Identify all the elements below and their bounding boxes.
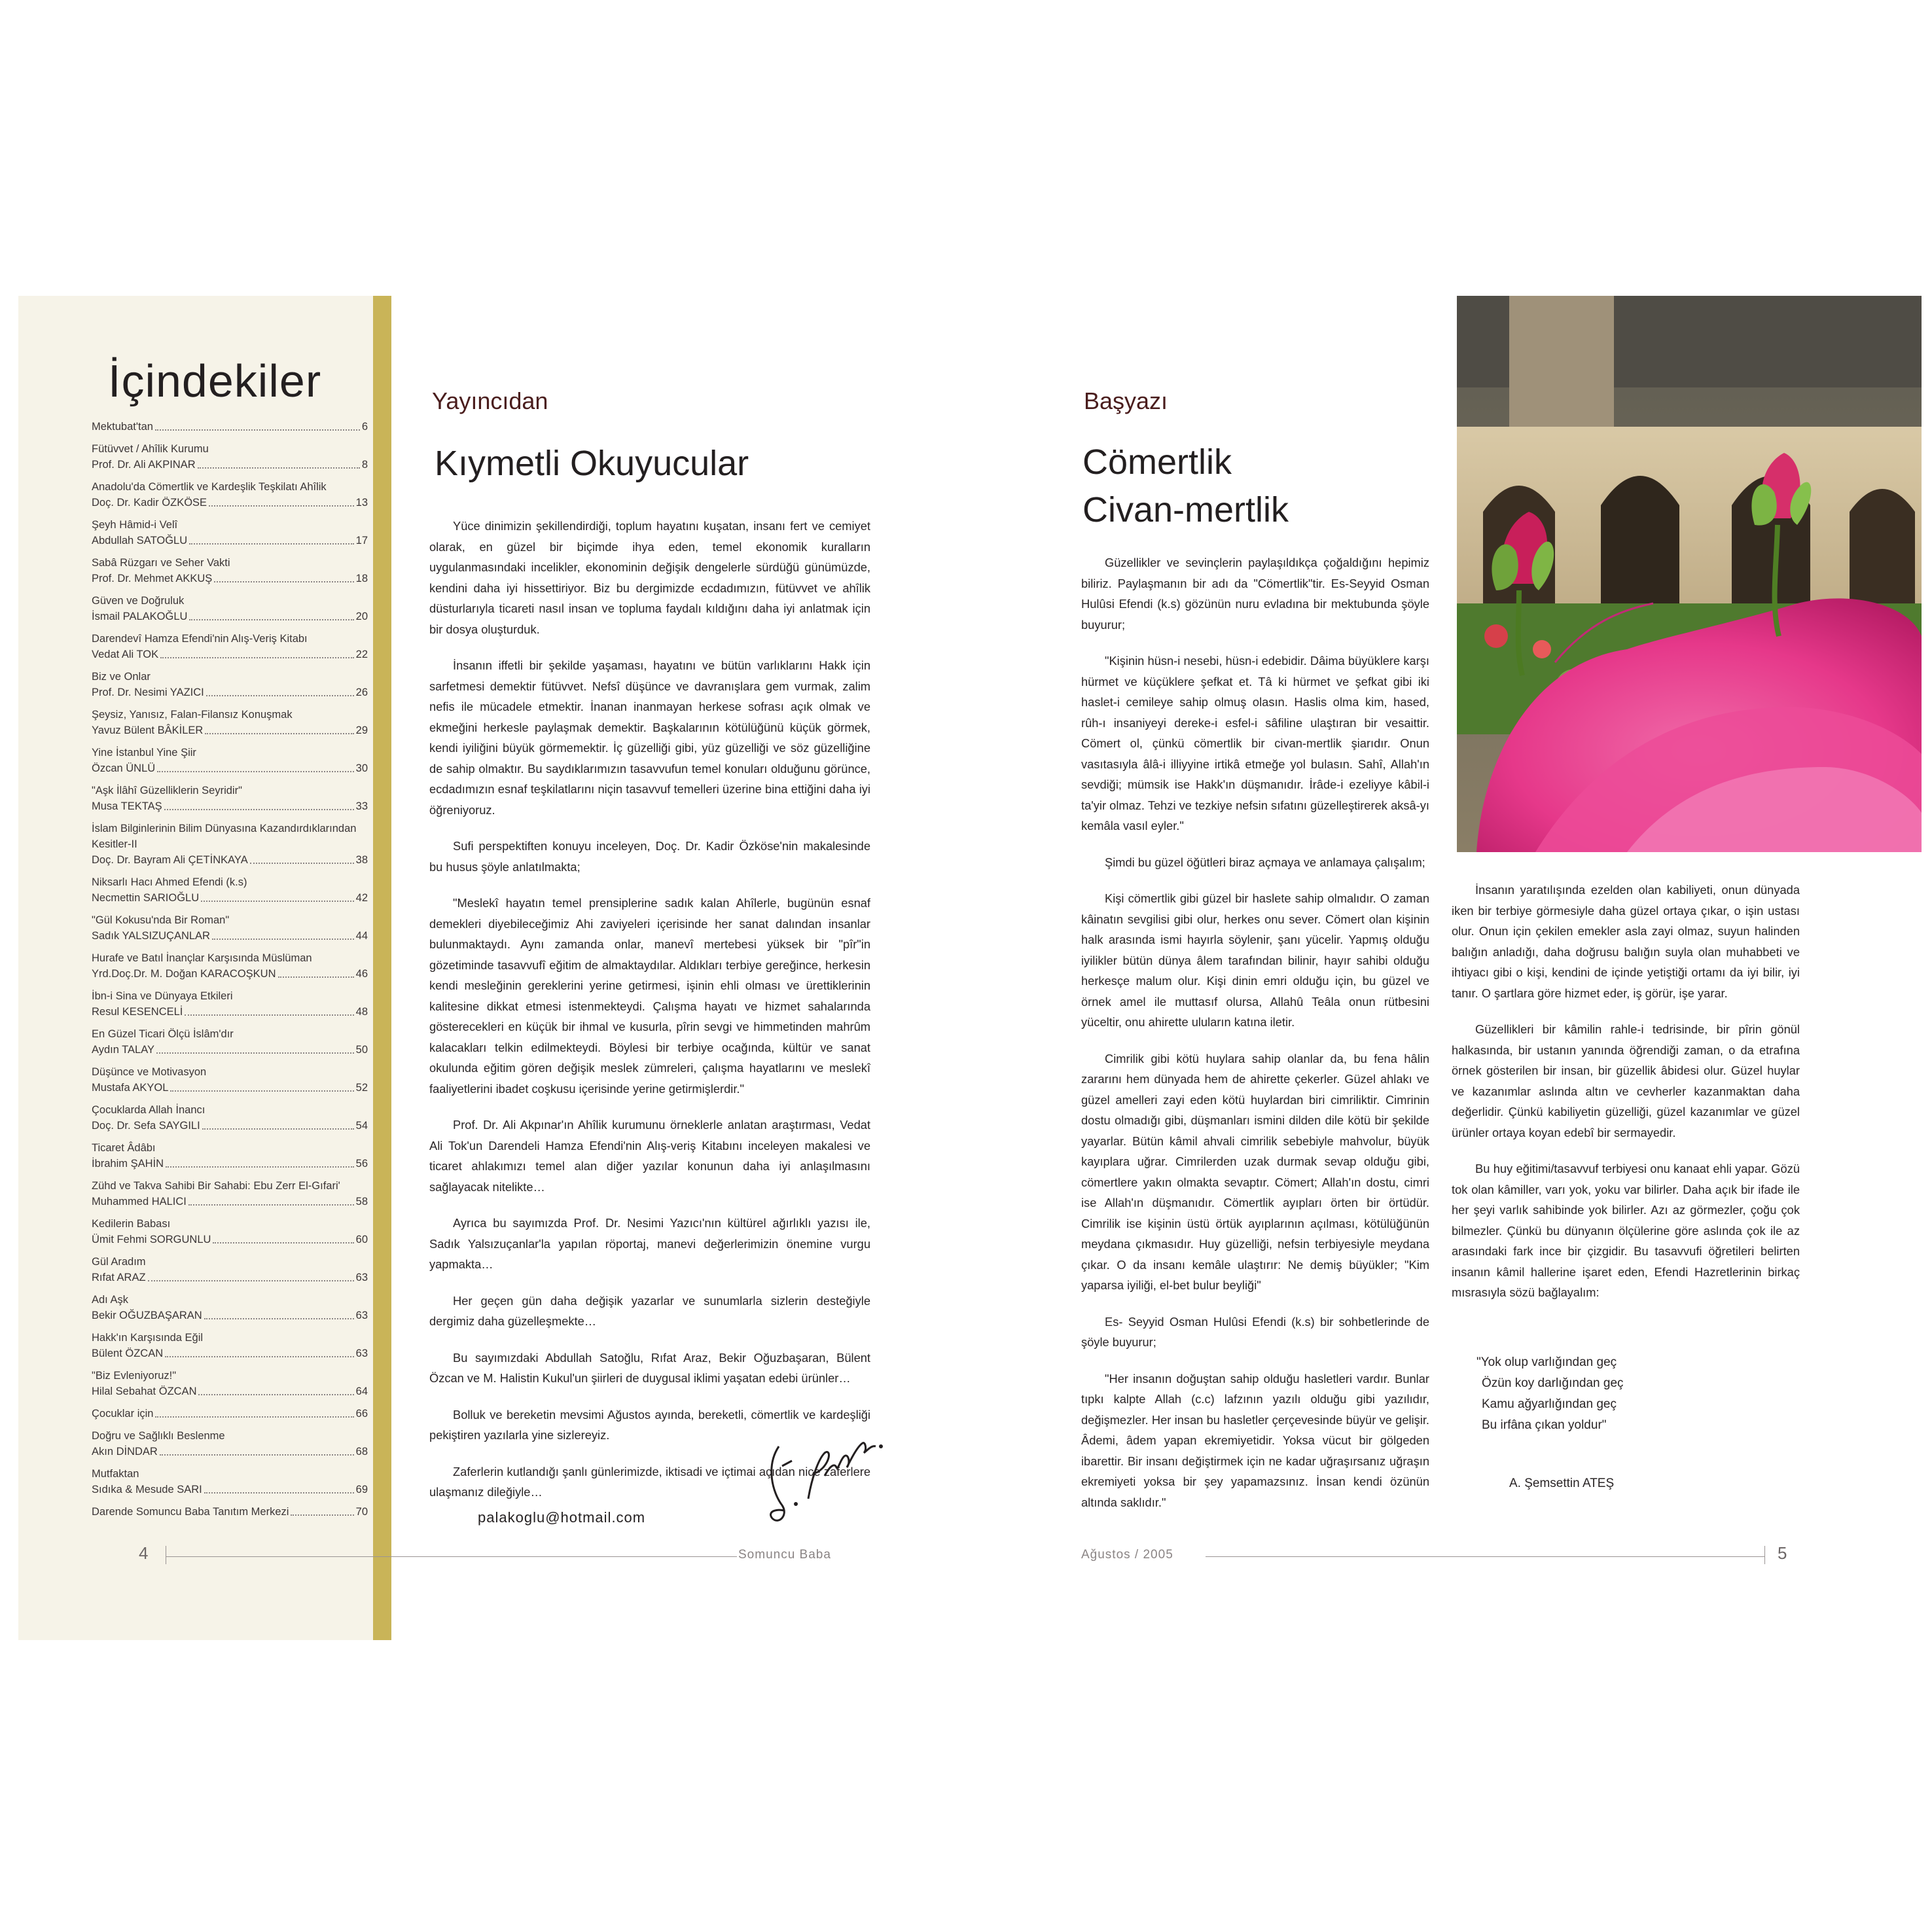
toc-entry[interactable] xyxy=(92,1254,368,1285)
toc-leader-dots xyxy=(155,419,360,431)
toc-entry-author: Doç. Dr. Sefa SAYGILI xyxy=(92,1120,200,1132)
rose-photo xyxy=(1457,296,1922,852)
toc-entry-author: Rıfat ARAZ xyxy=(92,1272,146,1283)
toc-page-number: 68 xyxy=(355,1446,368,1458)
toc-entry-title: Anadolu'da Cömertlik ve Kardeşlik Teşkilatı Ahîlik xyxy=(92,481,327,493)
toc-entry-title: "Gül Kokusu'nda Bir Roman" xyxy=(92,914,230,926)
paragraph: Sufi perspektiften konuyu inceleyen, Doç. Dr. Kadir Özköse'nin makalesinde bu husus şöyle anlatılmakta; xyxy=(429,839,870,874)
toc-title: İçindekiler xyxy=(108,355,322,406)
toc-entry[interactable] xyxy=(92,479,368,510)
toc-entry[interactable] xyxy=(92,783,368,814)
poem-line: Özün koy darlığından geç xyxy=(1482,1376,1624,1390)
right-footer-tick xyxy=(1764,1546,1765,1564)
left-page-number: 4 xyxy=(139,1543,149,1563)
toc-leader-dots xyxy=(212,928,354,940)
toc-page-number: 42 xyxy=(355,892,368,904)
toc-leader-dots xyxy=(213,1232,353,1243)
toc-entry[interactable] xyxy=(92,1216,368,1247)
toc-leader-dots xyxy=(189,609,353,620)
toc-entry-author: Sadık YALSIZUÇANLAR xyxy=(92,930,210,942)
toc-entry[interactable] xyxy=(92,441,368,473)
toc-entry[interactable] xyxy=(92,1064,368,1096)
toc-list xyxy=(92,419,368,1526)
paragraph: Zaferlerin kutlandığı şanlı günlerimizde, iktisadi ve içtimai açıdan nice zaferlere ulaşmanız dileğiyle… xyxy=(429,1464,870,1499)
toc-entry[interactable] xyxy=(92,745,368,776)
toc-leader-dots xyxy=(204,1308,354,1319)
toc-leader-dots xyxy=(188,1194,354,1206)
paragraph: Kişi cömertlik gibi güzel bir haslete sahip olmalıdır. O zaman kâinatın sevgilisi gibi olur, herkes onu sever. Cömert olan kişinin halk arasında ismi hayırla söylenir, şanı yücelir. Yapmış olduğu iyilikler bütün dünya âlem tarafından bilinir, hayır sahibi olduğu herkesçe malum olur. Kişi dinin emri olduğu için, bu güzel ve örnek amel ile muttasıf olursa, Allahû Teâla onun rütbesini yüceltir, onu ahirette uluların katına iletir. xyxy=(1081,891,1429,1029)
toc-page-number: 60 xyxy=(355,1234,368,1245)
poem xyxy=(1476,1352,1624,1436)
toc-entry-author: Yrd.Doç.Dr. M. Doğan KARACOŞKUN xyxy=(92,968,276,980)
toc-page-number: 63 xyxy=(355,1348,368,1359)
toc-entry[interactable] xyxy=(92,517,368,548)
toc-entry[interactable] xyxy=(92,1102,368,1134)
publisher-headline: Kıymetli Okuyucular xyxy=(435,444,749,483)
toc-entry-title: Kesitler-II xyxy=(92,838,137,850)
toc-entry-title: Zühd ve Takva Sahibi Bir Sahabi: Ebu Zerr El-Gıfari' xyxy=(92,1180,340,1192)
toc-leader-dots xyxy=(148,1270,354,1281)
toc-entry-title: Gül Aradım xyxy=(92,1256,146,1268)
toc-entry-author: Vedat Ali TOK xyxy=(92,649,159,660)
toc-leader-dots xyxy=(185,1004,353,1016)
toc-entry-title: Darendevî Hamza Efendi'nin Alış-Veriş Kitabı xyxy=(92,633,308,645)
toc-leader-dots xyxy=(170,1080,353,1092)
left-footer-magazine-name: Somuncu Baba xyxy=(738,1548,831,1562)
paragraph: Yüce dinimizin şekillendirdiği, toplum hayatını kuşatan, insanı fert ve cemiyet olarak, en güzel bir biçimde ihya eden, temel ekonomik kuralların uygulanmasındaki incelikler, ekonominin değişik dengelerle sürdüğü günümüzde, kendini daha iyi hissettiriyor. Biz bu dergimizde ecdadımızın, fütüvvet ve ahîlik düsturlarıyla ticareti nasıl insan ve topluma faydalı kıldığını daha iyi anlatmak için bir dosya oluşturduk. xyxy=(429,519,870,636)
paragraph: Güzellikler ve sevinçlerin paylaşıldıkça çoğaldığını hepimiz biliriz. Paylaşmanın bir adı da "Cömertlik"tir. Es-Seyyid Osman Hulûsi Efendi (k.s) gözünün nuru evladına bir mektubunda şöyle buyurur; xyxy=(1081,556,1429,632)
toc-entry[interactable] xyxy=(92,1504,368,1520)
toc-entry[interactable] xyxy=(92,1428,368,1459)
toc-leader-dots xyxy=(165,1346,354,1357)
toc-entry-author: Doç. Dr. Bayram Ali ÇETİNKAYA xyxy=(92,854,248,866)
toc-entry-author: Sıdıka & Mesude SARI xyxy=(92,1484,202,1495)
toc-leader-dots xyxy=(201,890,354,902)
toc-entry[interactable] xyxy=(92,593,368,624)
toc-entry[interactable] xyxy=(92,912,368,944)
paragraph: Bolluk ve bereketin mevsimi Ağustos ayında, bereketli, cömertlik ve kardeşliği pekiştiren yazılarla yine sizlereyiz. xyxy=(429,1407,870,1442)
publisher-section-label: Yayıncıdan xyxy=(432,387,548,414)
paragraph: "Her insanın doğuştan sahip olduğu hasletleri vardır. Bunlar tıpkı kalpte Allah (c.c) lafzının yazılı olduğu gibi yazılıdır, değişmezler. Her insan bu hasletler çerçevesinde büyür ve gelişir. Âdemi, âdem yapan ekremiyetidir. Yoksa vücut bir gölgeden ibarettir. Bir insanı değiştirmek için ne kadar uğraşırsanız uğraşın ekremiyeti yoksa bir şey yapamazsınız. İnsan kendi özünün altında saklıdır." xyxy=(1081,1371,1429,1509)
toc-entry-author: Aydın TALAY xyxy=(92,1044,155,1056)
toc-entry-author: Yavuz Bülent BÂKİLER xyxy=(92,724,204,736)
toc-leader-dots xyxy=(214,571,353,582)
toc-page-number: 20 xyxy=(355,611,368,622)
toc-entry-title: Şeysiz, Yanısız, Falan-Filansız Konuşmak xyxy=(92,709,293,721)
toc-entry-title: Fütüvvet / Ahîlik Kurumu xyxy=(92,443,209,455)
toc-page-number: 38 xyxy=(355,854,368,866)
right-page-number: 5 xyxy=(1778,1543,1787,1563)
toc-leader-dots xyxy=(278,966,354,978)
toc-page-number: 29 xyxy=(355,724,368,736)
toc-entry-title: En Güzel Ticari Ölçü İslâm'dır xyxy=(92,1028,234,1040)
toc-entry-title: Yine İstanbul Yine Şiir xyxy=(92,747,196,759)
paragraph: İnsanın yaratılışında ezelden olan kabiliyeti, onun dünyada iken bir terbiye görmesiyle daha güzel ortaya çıkar, o işin ustası olur. Onun için çekilen emekler asla zayi olmaz, suyun halinden balığın anladığı, daha doğrusu balığın suyla olan muhabbeti ve ihtiyacı gibi o kişi, kendini de içinde yetiştiği ortamı da iyi bilir, iyi tanır. O şartlara göre hizmet eder, iş görür, işe yarar. xyxy=(1452,883,1800,1000)
toc-entry[interactable] xyxy=(92,631,368,662)
toc-entry-author: Necmettin SARIOĞLU xyxy=(92,892,200,904)
paragraph: Şimdi bu güzel öğütleri biraz açmaya ve anlamaya çalışalım; xyxy=(1105,855,1425,869)
signature-image xyxy=(753,1427,890,1531)
toc-entry-title: Biz ve Onlar xyxy=(92,671,151,683)
toc-page-number: 17 xyxy=(355,535,368,546)
toc-entry[interactable] xyxy=(92,874,368,906)
toc-leader-dots xyxy=(166,1156,354,1168)
editorial-column-2 xyxy=(1452,880,1800,1319)
toc-entry-author: Musa TEKTAŞ xyxy=(92,800,162,812)
toc-entry[interactable] xyxy=(92,950,368,982)
toc-page-number: 56 xyxy=(355,1158,368,1170)
toc-entry-author: Prof. Dr. Mehmet AKKUŞ xyxy=(92,573,213,584)
toc-entry-title: Ticaret Âdâbı xyxy=(92,1142,156,1154)
toc-leader-dots xyxy=(155,1406,353,1418)
toc-entry-title: Güven ve Doğruluk xyxy=(92,595,185,607)
toc-entry-author: İbrahim ŞAHİN xyxy=(92,1158,164,1170)
toc-entry[interactable] xyxy=(92,988,368,1020)
toc-entry-author: Hilal Sebahat ÖZCAN xyxy=(92,1386,197,1397)
toc-page-number: 63 xyxy=(355,1310,368,1321)
editorial-headline-line1: Cömertlik xyxy=(1082,442,1232,482)
toc-page-number: 64 xyxy=(355,1386,368,1397)
toc-entry-author: Prof. Dr. Ali AKPINAR xyxy=(92,459,196,471)
toc-entry-author: Bekir OĞUZBAŞARAN xyxy=(92,1310,202,1321)
poem-line: Kamu ağyarlığından geç xyxy=(1482,1397,1617,1411)
toc-entry-author: Resul KESENCELİ xyxy=(92,1006,183,1018)
toc-page-number: 22 xyxy=(355,649,368,660)
toc-page-number: 58 xyxy=(355,1196,368,1208)
paragraph: Es- Seyyid Osman Hulûsi Efendi (k.s) bir sohbetlerinde de şöyle buyurur; xyxy=(1081,1314,1429,1349)
poem-line: "Yok olup varlığından geç xyxy=(1476,1355,1617,1369)
toc-entry-title: "Biz Evleniyoruz!" xyxy=(92,1370,177,1382)
poem-line: Bu irfâna çıkan yoldur" xyxy=(1482,1418,1607,1432)
right-footer-rule xyxy=(1206,1556,1764,1557)
toc-leader-dots xyxy=(160,647,354,658)
paragraph: Güzellikleri bir kâmilin rahle-i tedrisinde, bir pîrin gönül halkasında, bir ustanın yanında öğrendiği zaman, o da etrafına örnek gösterilen bir insan, bir güzellik âbidesi olur. Güzel huylar ve kazanımlar aslında altın ve cevherler kazanmaktan daha değerlidir. Çünkü kabiliyetin güzelliği, güzel kazanımlar ve güzel ürünler ortaya koyan edebî bir sermayedir. xyxy=(1452,1022,1800,1139)
toc-leader-dots xyxy=(198,457,360,469)
toc-entry-title: Çocuklarda Allah İnancı xyxy=(92,1104,206,1116)
toc-entry[interactable] xyxy=(92,1026,368,1058)
toc-entry[interactable] xyxy=(92,1292,368,1323)
paragraph: İnsanın iffetli bir şekilde yaşaması, hayatını ve bütün varlıklarını Hakk için sarfetmesi demektir fütüvvet. Nefsî düşünce ve davranışlara gem vurmak, zalim nefis ile mücadele etmektir. İnanan inanmayan herkese sofrası açık olmak ve ekmeğini herkesle paylaşmak demektir. Başkalarının kötülüğünü küçük görmek, kendi iyiliğini büyük görmemektir. İç güzelliği gibi, yüz güzelliği ve söz güzelliğine de sahip olmaktır. Bu saydıklarımızın tasavvufun temel konuları olduğunu görünce, ecdadımızın esnaf teşkilatlarını niçin tasavvuf temelleri üzerine bina ettiğini daha iyi öğreniyoruz. xyxy=(429,658,870,817)
toc-entry-author: Ümit Fehmi SORGUNLU xyxy=(92,1234,211,1245)
rose-photo-image xyxy=(1457,296,1922,852)
editorial-author: A. Şemsettin ATEŞ xyxy=(1509,1476,1615,1490)
publisher-email[interactable]: palakoglu@hotmail.com xyxy=(478,1509,646,1526)
paragraph: Her geçen gün daha değişik yazarlar ve sunumlarla sizlerin desteğiyle dergimiz daha güzelleşmekte… xyxy=(429,1293,870,1328)
toc-page-number: 66 xyxy=(355,1408,368,1420)
toc-leader-dots xyxy=(156,1042,354,1054)
toc-page-number: 26 xyxy=(355,687,368,698)
toc-entry-author: Darende Somuncu Baba Tanıtım Merkezi xyxy=(92,1506,289,1518)
paragraph: Bu huy eğitimi/tasavvuf terbiyesi onu kanaat ehli yapar. Gözü tok olan kâmiller, varı yok, yoku var bilirler. Daha açık bir ifade ile her şeyi varlık sahibinde yok bilirler. Azı az görmezler, çoğu çok bilmezler. Çünkü bu dünyanın ölçülerine göre aslında çok ile az arasındaki fark ince bir çizgidir. Bu tasavvufi öğretileri belirten insanın kâmil hallerine işaret eden, Efendi Hazretlerinin birkaç mısrasıyla sözü bağlayalım: xyxy=(1452,1162,1800,1299)
toc-entry-author: Prof. Dr. Nesimi YAZICI xyxy=(92,687,204,698)
toc-page-number: 18 xyxy=(355,573,368,584)
left-footer-rule xyxy=(166,1556,737,1557)
toc-entry-author: Abdullah SATOĞLU xyxy=(92,535,188,546)
toc-entry[interactable] xyxy=(92,555,368,586)
paragraph: "Meslekî hayatın temel prensiplerine sadık kalan Ahîlerle, bugünün esnaf demekleri diyebileceğimiz Ahi zaviyeleri içerisinde her sanat dalından insanlar bulunmaktaydı. Aynı zamanda onlar, manevî mertebesi yüksek bir "pîr"in gözetiminde tasavvufî eğitim de almaktaydılar. Aldıkları terbiye gereğince, herkesin kendi mesleğinin gereklerini yerine getirmesi, işinin ehli olması ve ürettiklerinin kalitesine dikkat etmesi istenmekteydi. Çalışma hayatı ve hizmet sahalarında gösterecekleri en küçük bir ihmal ve kusurla, pîrin sevgi ve himmetinden mahrûm kalacakları telkin edilmekteydi. Böylesi bir terbiye ocağında, kültür ve sanat okulunda eğitim gören değişik meslek zümreleri, çalışma hayatlarını ve meslekî faaliyetlerini ibadet coşkusu içerisinde yerine getirmişlerdir." xyxy=(429,896,870,1096)
toc-entry[interactable] xyxy=(92,1330,368,1361)
toc-entry-title: İbn-i Sina ve Dünyaya Etkileri xyxy=(92,990,233,1002)
toc-entry-author: Mektubat'tan xyxy=(92,421,153,433)
toc-leader-dots xyxy=(164,798,354,810)
toc-entry[interactable] xyxy=(92,821,368,868)
paragraph: Bu sayımızdaki Abdullah Satoğlu, Rıfat Araz, Bekir Oğuzbaşaran, Bülent Özcan ve M. Halistin Kukul'un şiirleri de duygusal iklimi yaşatan edebi ürünler… xyxy=(429,1350,870,1385)
toc-entry-author: Mustafa AKYOL xyxy=(92,1082,169,1094)
toc-entry[interactable] xyxy=(92,669,368,700)
publisher-body xyxy=(429,516,870,1518)
toc-entry-title: Sabâ Rüzgarı ve Seher Vakti xyxy=(92,557,230,569)
toc-page-number: 13 xyxy=(355,497,368,509)
toc-entry[interactable] xyxy=(92,1466,368,1497)
editorial-section-label: Başyazı xyxy=(1084,387,1168,414)
toc-entry-title: Şeyh Hâmid-i Velî xyxy=(92,519,178,531)
toc-entry[interactable] xyxy=(92,419,368,435)
toc-entry-author: İsmail PALAKOĞLU xyxy=(92,611,188,622)
toc-entry-title: Adı Aşk xyxy=(92,1294,128,1306)
toc-entry-title: "Aşk İlâhî Güzelliklerin Seyridir" xyxy=(92,785,242,796)
editorial-headline-line2: Civan-mertlik xyxy=(1082,490,1289,529)
toc-leader-dots xyxy=(205,723,353,734)
toc-page-number: 54 xyxy=(355,1120,368,1132)
paragraph: Prof. Dr. Ali Akpınar'ın Ahîlik kurumunu örneklerle anlatan araştırması, Vedat Ali Tok'un Darendeli Hamza Efendi'nin Alış-veriş Kitabını inceleyen makalesi ve ticaret ahlakımızı temel alan diğer yazılar konunun daha iyi anlaşılmasını sağlayacak nitelikte… xyxy=(429,1118,870,1194)
toc-leader-dots xyxy=(204,1482,354,1494)
toc-page-number: 46 xyxy=(355,968,368,980)
toc-entry-title: Doğru ve Sağlıklı Beslenme xyxy=(92,1430,225,1442)
toc-leader-dots xyxy=(198,1384,353,1395)
toc-page-number: 69 xyxy=(355,1484,368,1495)
toc-entry-author: Bülent ÖZCAN xyxy=(92,1348,164,1359)
toc-entry-author: Çocuklar için xyxy=(92,1408,154,1420)
toc-page-number: 33 xyxy=(355,800,368,812)
toc-entry-author: Akın DİNDAR xyxy=(92,1446,158,1458)
toc-leader-dots xyxy=(202,1118,354,1130)
toc-page-number: 30 xyxy=(355,762,368,774)
toc-entry[interactable] xyxy=(92,1368,368,1399)
toc-entry-title: İslam Bilginlerinin Bilim Dünyasına Kazandırdıklarından xyxy=(92,823,357,834)
toc-leader-dots xyxy=(160,1444,354,1456)
toc-entry[interactable] xyxy=(92,1140,368,1172)
toc-entry[interactable] xyxy=(92,1406,368,1422)
toc-entry-author: Özcan ÜNLÜ xyxy=(92,762,156,774)
toc-leader-dots xyxy=(206,685,354,696)
toc-leader-dots xyxy=(209,495,354,507)
toc-entry[interactable] xyxy=(92,1178,368,1209)
toc-leader-dots xyxy=(250,852,354,864)
toc-entry-title: Hakk'ın Karşısında Eğil xyxy=(92,1332,204,1344)
toc-entry-author: Doç. Dr. Kadir ÖZKÖSE xyxy=(92,497,207,509)
toc-page-number: 8 xyxy=(361,459,368,471)
toc-page-number: 70 xyxy=(355,1506,368,1518)
toc-page-number: 48 xyxy=(355,1006,368,1018)
toc-entry-title: Mutfaktan xyxy=(92,1468,139,1480)
right-footer-date: Ağustos / 2005 xyxy=(1081,1548,1173,1562)
toc-page-number: 63 xyxy=(355,1272,368,1283)
toc-leader-dots xyxy=(291,1504,353,1516)
paragraph: Ayrıca bu sayımızda Prof. Dr. Nesimi Yazıcı'nın kültürel ağırlıklı yazısı ile, Sadık Yalsızuçanlar'la yapılan röportaj, manevi değerlerimizin önemine vurgu yapmakta… xyxy=(429,1216,870,1271)
toc-page-number: 52 xyxy=(355,1082,368,1094)
toc-entry-title: Kedilerin Babası xyxy=(92,1218,171,1230)
toc-page-number: 44 xyxy=(355,930,368,942)
paragraph: "Kişinin hüsn-i nesebi, hüsn-i edebidir. Dâima büyüklere karşı hürmet ve küçüklere şefkat et. Tâ ki hürmet ve şefkat gibi iki haslet-i cemileye sahip olmuş olasın. Haslis olma kim, hased, rûh-ı insaniyeyi dereke-i esfel-i sâfiline ulaştıran bir vesaittir. Cömert ol, çünkü cömertlik bir civan-mertlik şiarıdır. Onun vasıtasıyla âlâ-i illiyyine irtikâ etmeğe yol bulasın. Sahî, Allah'ın sevdiği; mümsik ise Hakk'ın düşmanıdır. İrâde-i ezeliyye kâbil-i ta'yir olmaz. Tehzi ve tezkiye nefsin sıfatını güzelleştirerek aksâ-yı kemâla vasıl eyler." xyxy=(1081,654,1429,832)
gold-divider-bar xyxy=(373,296,391,1640)
paragraph: Cimrilik gibi kötü huylara sahip olanlar da, bu fena hâlin zararını hem dünyada hem de ahirette çekerler. Güzel ahlakı ve güzel amelleri zayi eden kötü huylardan biri cimriliktir. Cimrinin dostu olmadığı gibi, düşmanları ismini dilden dile kötü bir şekilde yayarlar. Bütün kâmil ahvali cimrilik sebebiyle mahvolur, büyük kayıplara uğrar. Cimrilerden uzak durmak sevap olduğu gibi, cömertlere yakın olmakta sevaptır. Cömert; Allah'ın dostu, cimri ise Allah'ın düşmanıdır. Cömertlik ayıpları örten bir örtüdür. Cimrilik ise kişinin üstü örtük ayıplarının açılması, kötülüğünün meydana çıkmasıdır. Huy güzelliği, nefsin terbiyesiyle meydana çıkar. O da insanı kemâle ulaştırır: Ne demiş büyükler; "Kim yaparsa iyiliği, el-bet bulur beyliği" xyxy=(1081,1051,1429,1292)
toc-entry-title: Niksarlı Hacı Ahmed Efendi (k.s) xyxy=(92,876,247,888)
editorial-column-1 xyxy=(1081,552,1429,1528)
toc-leader-dots xyxy=(189,533,354,545)
toc-page-number: 50 xyxy=(355,1044,368,1056)
toc-leader-dots xyxy=(157,760,353,772)
toc-page-number: 6 xyxy=(361,421,368,433)
toc-entry-title: Düşünce ve Motivasyon xyxy=(92,1066,207,1078)
toc-entry-title: Hurafe ve Batıl İnançlar Karşısında Müslüman xyxy=(92,952,312,964)
toc-entry[interactable] xyxy=(92,707,368,738)
toc-entry-author: Muhammed HALICI xyxy=(92,1196,187,1208)
